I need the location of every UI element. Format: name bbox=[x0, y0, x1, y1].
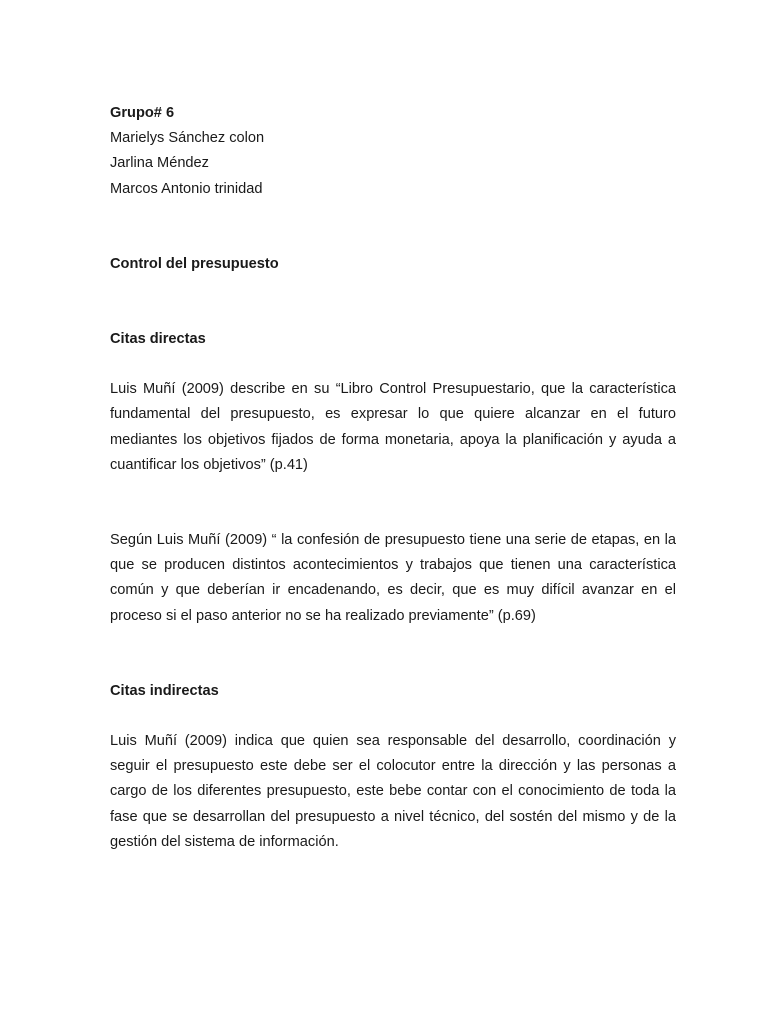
section-heading-direct-quotes: Citas directas bbox=[110, 331, 206, 348]
direct-quote-paragraph-2: Según Luis Muñí (2009) “ la confesión de presupuesto tiene una serie de etapas, en la que se producen distintos acontecimientos y trabajos que tienen una característica común y que deberían ir encadenando, es decir, que es muy difícil avanzar en el proceso si el paso anterior no se ha realizado previamente” (p.69) bbox=[110, 532, 676, 624]
document-title: Control del presupuesto bbox=[110, 255, 279, 272]
indirect-quote-paragraph-1: Luis Muñí (2009) indica que quien sea responsable del desarrollo, coordinación y seguir el presupuesto este debe ser el colocutor entre la dirección y las personas a cargo de los diferentes presupuesto, este bebe contar con el conocimiento de toda la fase que se desarrollan del presupuesto a nivel técnico, del sostén del mismo y de la gestión del sistema de información. bbox=[110, 733, 676, 850]
member-name: Marielys Sánchez colon bbox=[110, 130, 265, 147]
direct-quote-paragraph-1: Luis Muñí (2009) describe en su “Libro Control Presupuestario, que la característica fundamental del presupuesto, es expresar lo que quiere alcanzar en el futuro mediantes los objetivos fijados de forma monetaria, apoya la planificación y ayuda a cuantificar los objetivos” (p.41) bbox=[110, 381, 676, 473]
section-heading-indirect-quotes: Citas indirectas bbox=[110, 682, 219, 699]
document-body bbox=[110, 101, 676, 855]
group-label: Grupo# 6 bbox=[110, 105, 175, 121]
member-name: Jarlina Méndez bbox=[110, 155, 209, 172]
member-name: Marcos Antonio trinidad bbox=[110, 180, 263, 197]
